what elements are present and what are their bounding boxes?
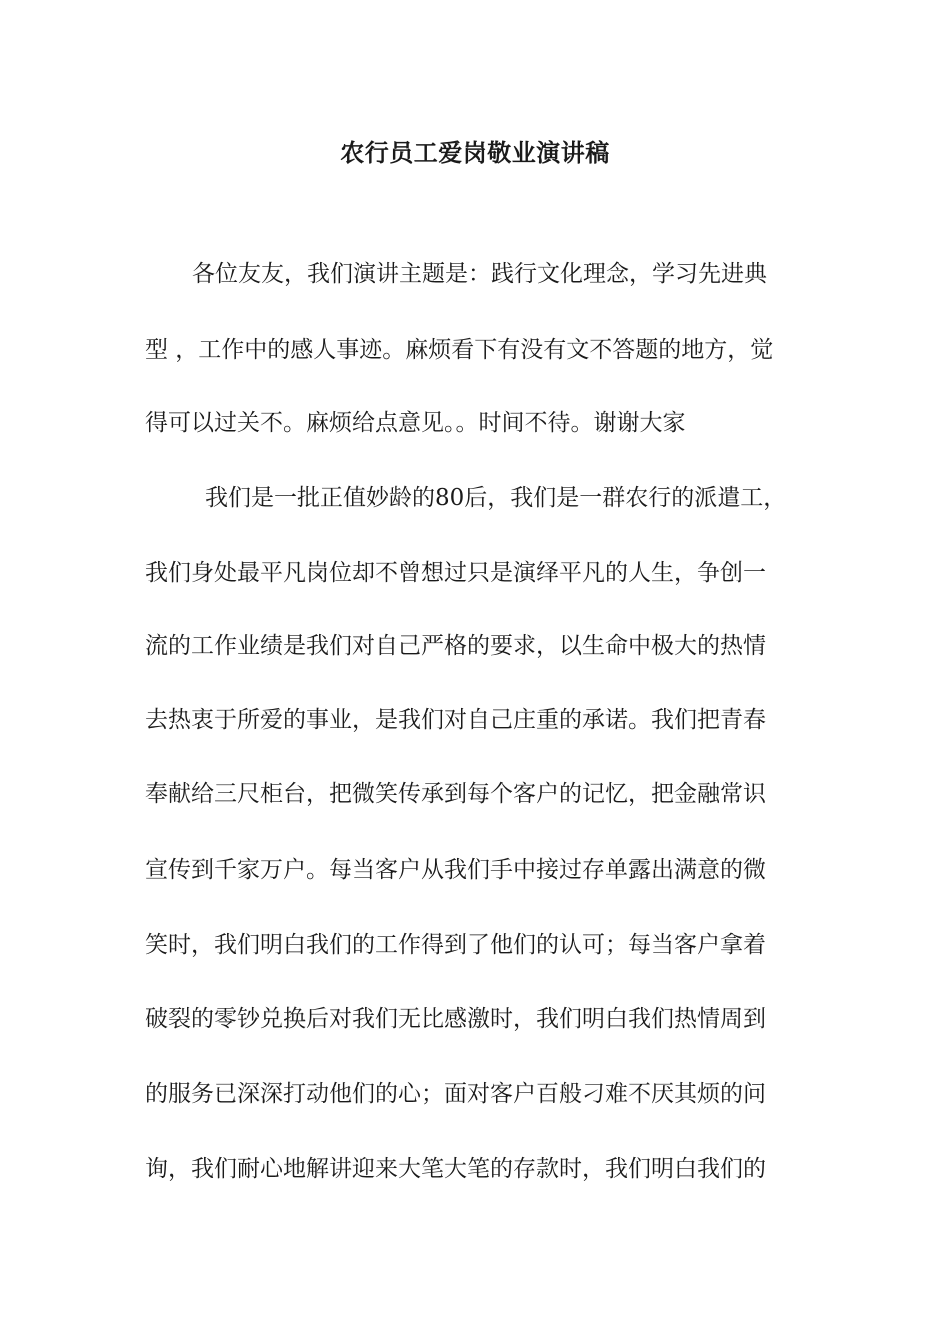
paragraph-line: 笑时，我们明白我们的工作得到了他们的认可；每当客户拿着 [145, 932, 766, 958]
paragraph-line: 我们是一批正值妙龄的80后，我们是一群农行的派遣工， [205, 485, 787, 511]
paragraph-line: 型 ，工作中的感人事迹。麻烦看下有没有文不答题的地方，觉 [145, 337, 774, 363]
paragraph-line: 我们身处最平凡岗位却不曾想过只是演绎平凡的人生，争创一 [145, 560, 766, 586]
paragraph-line: 破裂的零钞兑换后对我们无比感激时，我们明白我们热情周到 [145, 1006, 766, 1032]
paragraph-line: 奉献给三尺柜台，把微笑传承到每个客户的记忆，把金融常识 [145, 781, 766, 807]
paragraph-line: 流的工作业绩是我们对自己严格的要求，以生命中极大的热情 [145, 633, 766, 659]
paragraph-line: 的服务已深深打动他们的心；面对客户百般刁难不厌其烦的问 [145, 1081, 766, 1107]
document-title: 农行员工爱岗敬业演讲稿 [340, 139, 610, 167]
paragraph-line: 得可以过关不。麻烦给点意见。。时间不待。谢谢大家 [145, 410, 686, 436]
paragraph-line: 询，我们耐心地解讲迎来大笔大笔的存款时，我们明白我们的 [145, 1156, 766, 1182]
paragraph-line: 各位友友，我们演讲主题是：践行文化理念，学习先进典 [192, 261, 767, 287]
paragraph-line: 宣传到千家万户。每当客户从我们手中接过存单露出满意的微 [145, 857, 766, 883]
paragraph-line: 去热衷于所爱的事业，是我们对自己庄重的承诺。我们把青春 [145, 707, 766, 733]
